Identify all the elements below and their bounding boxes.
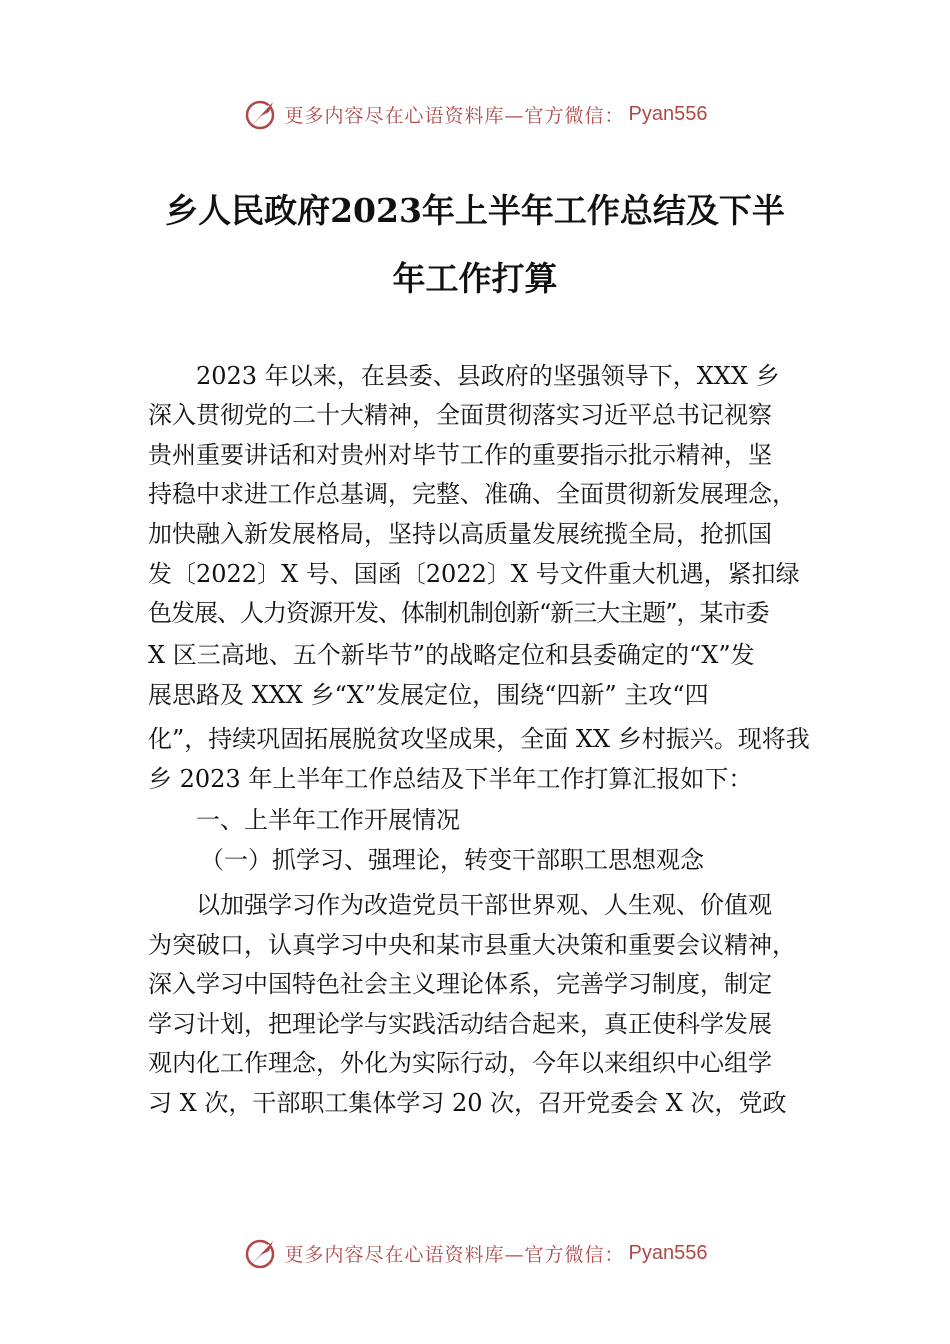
body-line: 学习计划，把理论学与实践活动结合起来，真正使科学发展 (148, 1010, 772, 1038)
quill-logo-icon (243, 96, 279, 132)
watermark-text: 更多内容尽在心语资料库—官方微信： (284, 104, 625, 127)
body-line: 化”，持续巩固拓展脱贫攻坚成果，全面 XX 乡村振兴。现将我 (148, 725, 810, 753)
body-line: 2023 年以来，在县委、县政府的坚强领导下，XXX 乡 (196, 362, 780, 390)
body-line: 深入学习中国特色社会主义理论体系，完善学习制度，制定 (148, 970, 772, 998)
body-line: 习 X 次，干部职工集体学习 20 次，召开党委会 X 次，党政 (148, 1089, 787, 1117)
body-line: 深入贯彻党的二十大精神，全面贯彻落实习近平总书记视察 (148, 401, 772, 429)
body-line: 为突破口，认真学习中央和某市县重大决策和重要会议精神， (148, 931, 796, 959)
body-line: 持稳中求进工作总基调，完整、准确、全面贯彻新发展理念， (148, 480, 796, 508)
body-line: 发〔2022〕X 号、国函〔2022〕X 号文件重大机遇，紧扣绿 (148, 560, 800, 588)
body-line: 色发展、人力资源开发、体制机制创新“新三大主题”，某市委 (148, 599, 769, 627)
quill-logo-icon (243, 1235, 279, 1271)
body-line: 以加强学习作为改造党员干部世界观、人生观、价值观 (196, 891, 772, 919)
watermark-id: Pyan556 (628, 1241, 708, 1264)
subsection-heading: （一）抓学习、强理论，转变干部职工思想观念 (200, 846, 704, 874)
watermark-banner-bottom (0, 1233, 950, 1273)
body-line: X 区三高地、五个新毕节”的战略定位和县委确定的“X”发 (148, 641, 755, 669)
body-line: 观内化工作理念，外化为实际行动，今年以来组织中心组学 (148, 1049, 772, 1077)
watermark-text: 更多内容尽在心语资料库—官方微信： (284, 1243, 625, 1266)
watermark-id: Pyan556 (628, 102, 708, 125)
body-line: 展思路及 XXX 乡“X”发展定位，围绕“四新” 主攻“四 (148, 681, 709, 709)
document-title-line-2: 年工作打算 (392, 259, 558, 298)
document-title-line-1: 乡人民政府2023年上半年工作总结及下半 (165, 191, 785, 230)
section-heading: 一、上半年工作开展情况 (196, 806, 460, 834)
body-line: 贵州重要讲话和对贵州对毕节工作的重要指示批示精神，坚 (148, 441, 772, 469)
body-line: 加快融入新发展格局，坚持以高质量发展统揽全局，抢抓国 (148, 520, 772, 548)
watermark-banner-top (0, 94, 950, 134)
body-line: 乡 2023 年上半年工作总结及下半年工作打算汇报如下： (148, 765, 753, 793)
